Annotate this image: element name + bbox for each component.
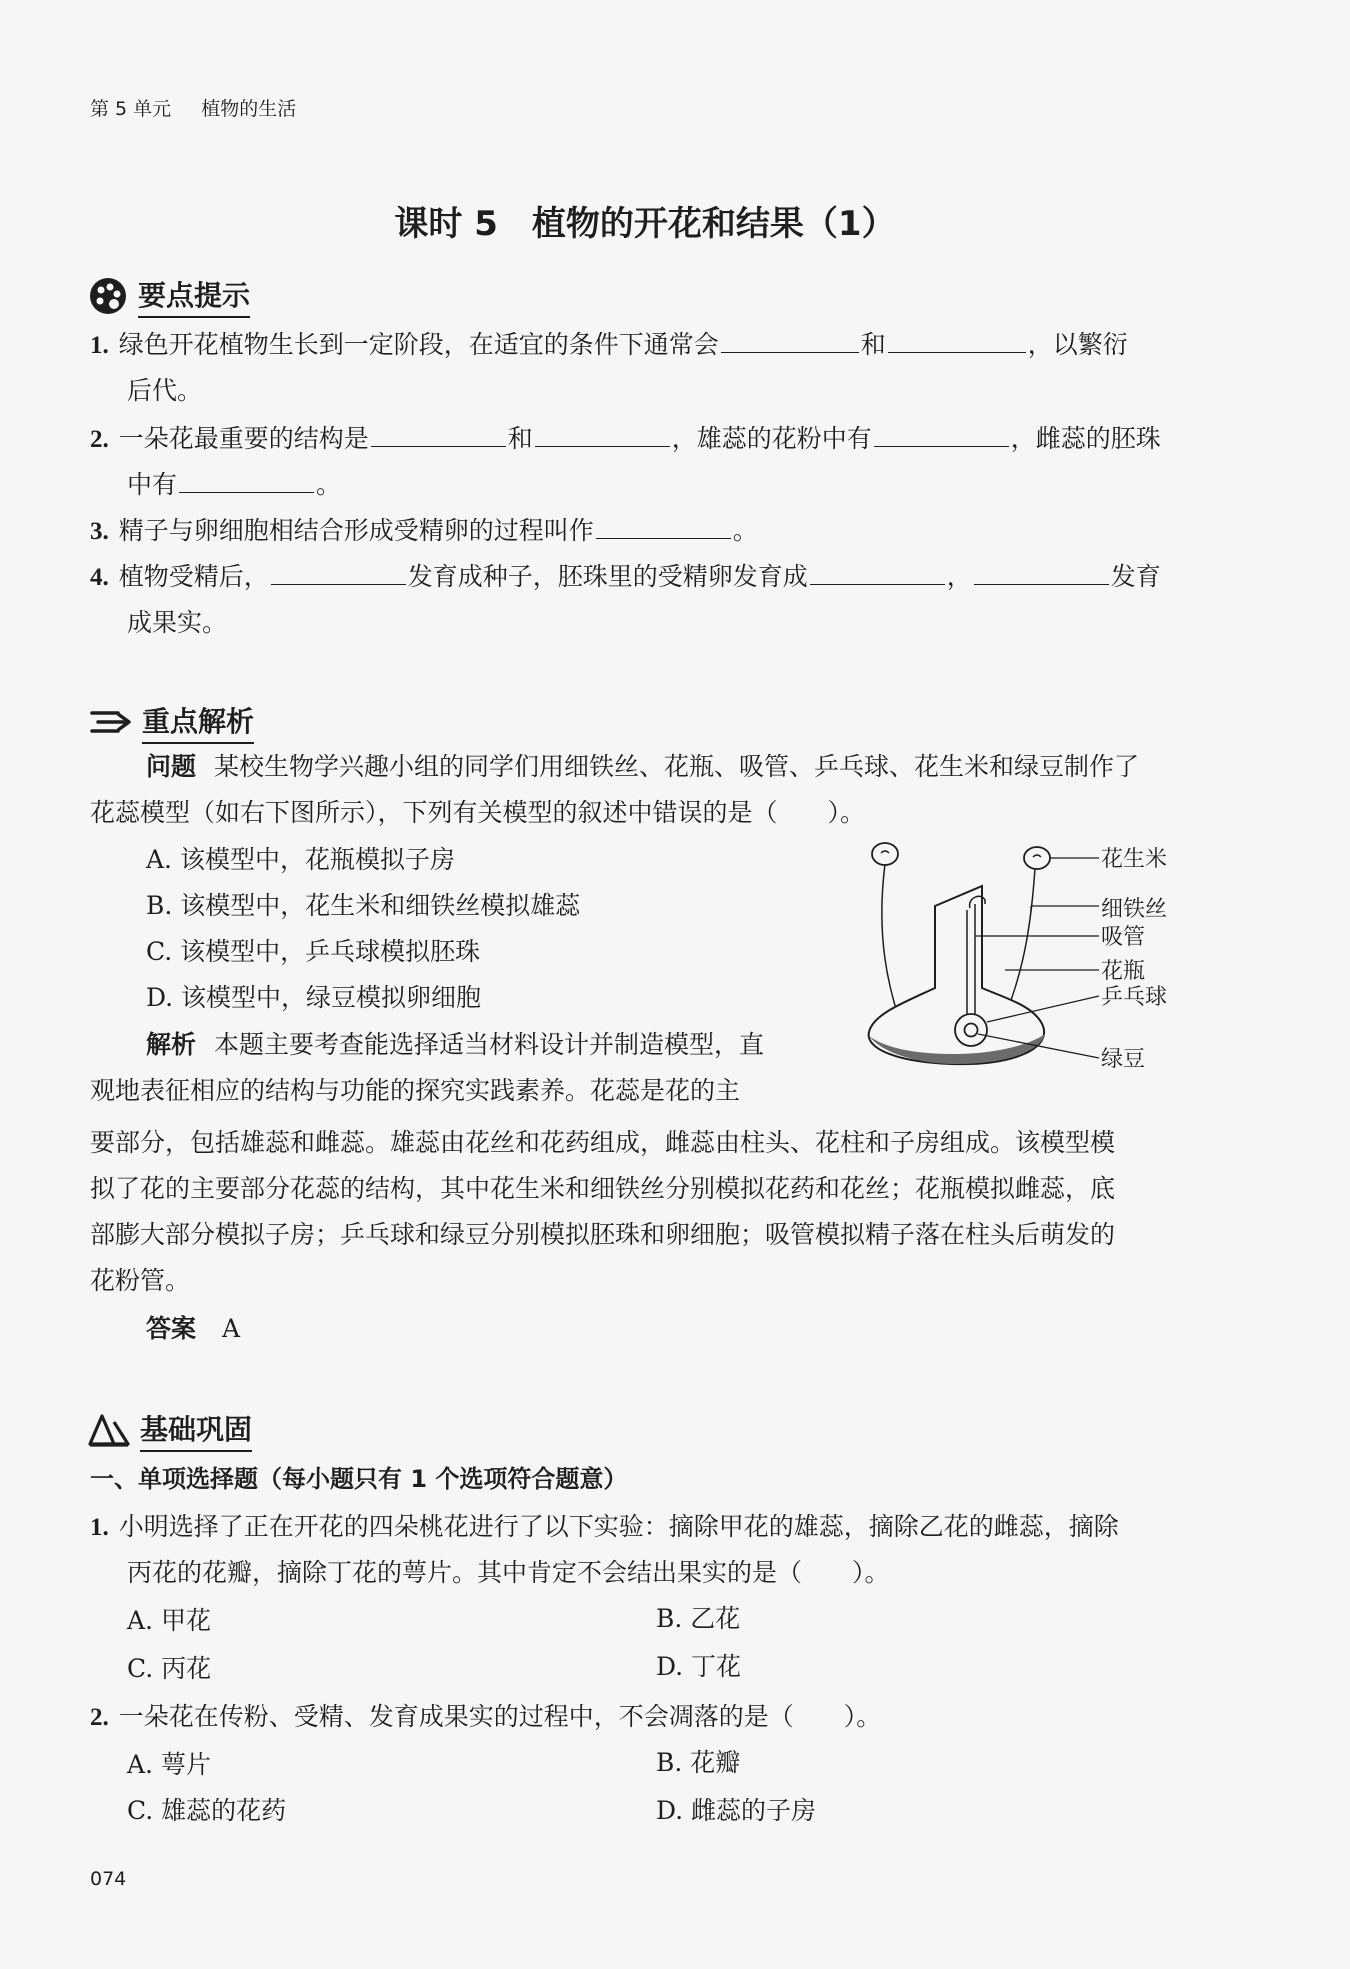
label-ping-pong: 乒乓球 <box>1101 985 1168 1010</box>
answer-value: A <box>222 1314 241 1343</box>
basics-subhead: 一、单项选择题（每小题只有 1 个选项符合题意） <box>90 1465 628 1493</box>
label-peanut: 花生米 <box>1101 847 1168 872</box>
key-point-2: 2. 一朵花最重要的结构是 和 ，雄蕊的花粉中有 ，雌蕊的胚珠 <box>90 424 1161 453</box>
basics-q1-line-2: 丙花的花瓣，摘除丁花的萼片。其中肯定不会结出果实的是（ ）。 <box>127 1558 890 1587</box>
analysis-line-1: 解析 本题主要考查能选择适当材料设计并制造模型，直 <box>146 1030 765 1059</box>
analysis-line-6: 花粉管。 <box>90 1266 191 1295</box>
key-point-2-cont: 中有 。 <box>127 470 342 499</box>
answer-blank[interactable] <box>271 562 406 585</box>
answer-blank[interactable] <box>371 424 506 447</box>
palette-icon <box>88 276 128 316</box>
answer-blank[interactable] <box>810 562 945 585</box>
basics-q1-option-c[interactable]: C. 丙花 <box>127 1654 212 1683</box>
label-wire: 细铁丝 <box>1101 897 1168 922</box>
answer-blank[interactable] <box>874 424 1009 447</box>
basics-q1-line-1: 1. 小明选择了正在开花的四朵桃花进行了以下实验：摘除甲花的雄蕊，摘除乙花的雌蕊，摘除 <box>90 1512 1119 1541</box>
option-c[interactable]: C. 该模型中，乒乓球模拟胚珠 <box>146 937 481 966</box>
answer-label: 答案 <box>146 1314 197 1343</box>
fast-arrow-icon <box>88 705 132 739</box>
unit-topic: 植物的生活 <box>201 98 297 120</box>
label-straw: 吸管 <box>1101 925 1146 950</box>
key-point-4: 4. 植物受精后， 发育成种子，胚珠里的受精卵发育成 ， 发育 <box>90 562 1161 591</box>
answer-line <box>146 1312 240 1346</box>
answer-blank[interactable] <box>179 470 314 493</box>
section-title: 要点提示 <box>138 274 250 318</box>
unit-label: 第 5 单元 <box>90 98 172 120</box>
section-analysis <box>88 700 254 744</box>
answer-blank[interactable] <box>974 562 1109 585</box>
basics-q2-option-b[interactable]: B. 花瓣 <box>656 1748 741 1777</box>
page-title: 课时 5 植物的开花和结果（1） <box>394 204 896 244</box>
label-vase: 花瓶 <box>1101 959 1146 984</box>
analysis-line-4: 拟了花的主要部分花蕊的结构，其中花生米和细铁丝分别模拟花药和花丝；花瓶模拟雌蕊，底 <box>90 1174 1116 1203</box>
page-number: 074 <box>90 1868 127 1890</box>
key-point-1-cont: 后代。 <box>127 376 203 405</box>
problem-line-1: 问题 某校生物学兴趣小组的同学们用细铁丝、花瓶、吸管、乒乓球、花生米和绿豆制作了 <box>146 752 1140 781</box>
answer-blank[interactable] <box>535 424 670 447</box>
green-bean <box>965 1024 978 1037</box>
basics-q1-option-a[interactable]: A. 甲花 <box>127 1606 211 1635</box>
basics-q1-option-d[interactable]: D. 丁花 <box>656 1652 742 1681</box>
pyramid-icon <box>88 1412 130 1448</box>
answer-blank[interactable] <box>721 330 859 353</box>
option-a[interactable]: A. 该模型中，花瓶模拟子房 <box>146 845 455 874</box>
answer-blank[interactable] <box>596 516 731 539</box>
key-point-3: 3. 精子与卵细胞相结合形成受精卵的过程叫作 。 <box>90 516 758 545</box>
basics-q2-option-a[interactable]: A. 萼片 <box>127 1750 211 1779</box>
peanut <box>1024 847 1050 869</box>
pistil-model-diagram <box>855 838 1205 1098</box>
basics-q1-option-b[interactable]: B. 乙花 <box>656 1604 741 1633</box>
problem-line-2: 花蕊模型（如右下图所示），下列有关模型的叙述中错误的是（ ）。 <box>90 798 866 827</box>
section-basics <box>88 1408 252 1452</box>
section-title: 重点解析 <box>142 700 254 744</box>
option-b[interactable]: B. 该模型中，花生米和细铁丝模拟雄蕊 <box>146 891 581 920</box>
key-point-4-cont: 成果实。 <box>127 608 228 637</box>
analysis-line-2: 观地表征相应的结构与功能的探究实践素养。花蕊是花的主 <box>90 1076 741 1105</box>
section-title: 基础巩固 <box>140 1408 252 1452</box>
problem-label: 问题 <box>146 752 197 781</box>
analysis-label: 解析 <box>146 1030 197 1059</box>
basics-q2-line-1: 2. 一朵花在传粉、受精、发育成果实的过程中，不会凋落的是（ ）。 <box>90 1702 882 1731</box>
analysis-line-3: 要部分，包括雄蕊和雌蕊。雄蕊由花丝和花药组成，雌蕊由柱头、花柱和子房组成。该模型模 <box>90 1128 1116 1157</box>
label-bean: 绿豆 <box>1101 1047 1146 1072</box>
analysis-line-5: 部膨大部分模拟子房；乒乓球和绿豆分别模拟胚珠和卵细胞；吸管模拟精子落在柱头后萌发的 <box>90 1220 1116 1249</box>
section-key-points <box>88 274 250 318</box>
peanut <box>872 843 898 865</box>
basics-q2-option-c[interactable]: C. 雄蕊的花药 <box>127 1796 287 1825</box>
running-header <box>90 94 296 121</box>
option-d[interactable]: D. 该模型中，绿豆模拟卵细胞 <box>146 983 482 1012</box>
basics-q2-option-d[interactable]: D. 雌蕊的子房 <box>656 1796 817 1825</box>
key-point-1: 1. 绿色开花植物生长到一定阶段，在适宜的条件下通常会 和 ，以繁衍 <box>90 330 1128 359</box>
answer-blank[interactable] <box>888 330 1026 353</box>
